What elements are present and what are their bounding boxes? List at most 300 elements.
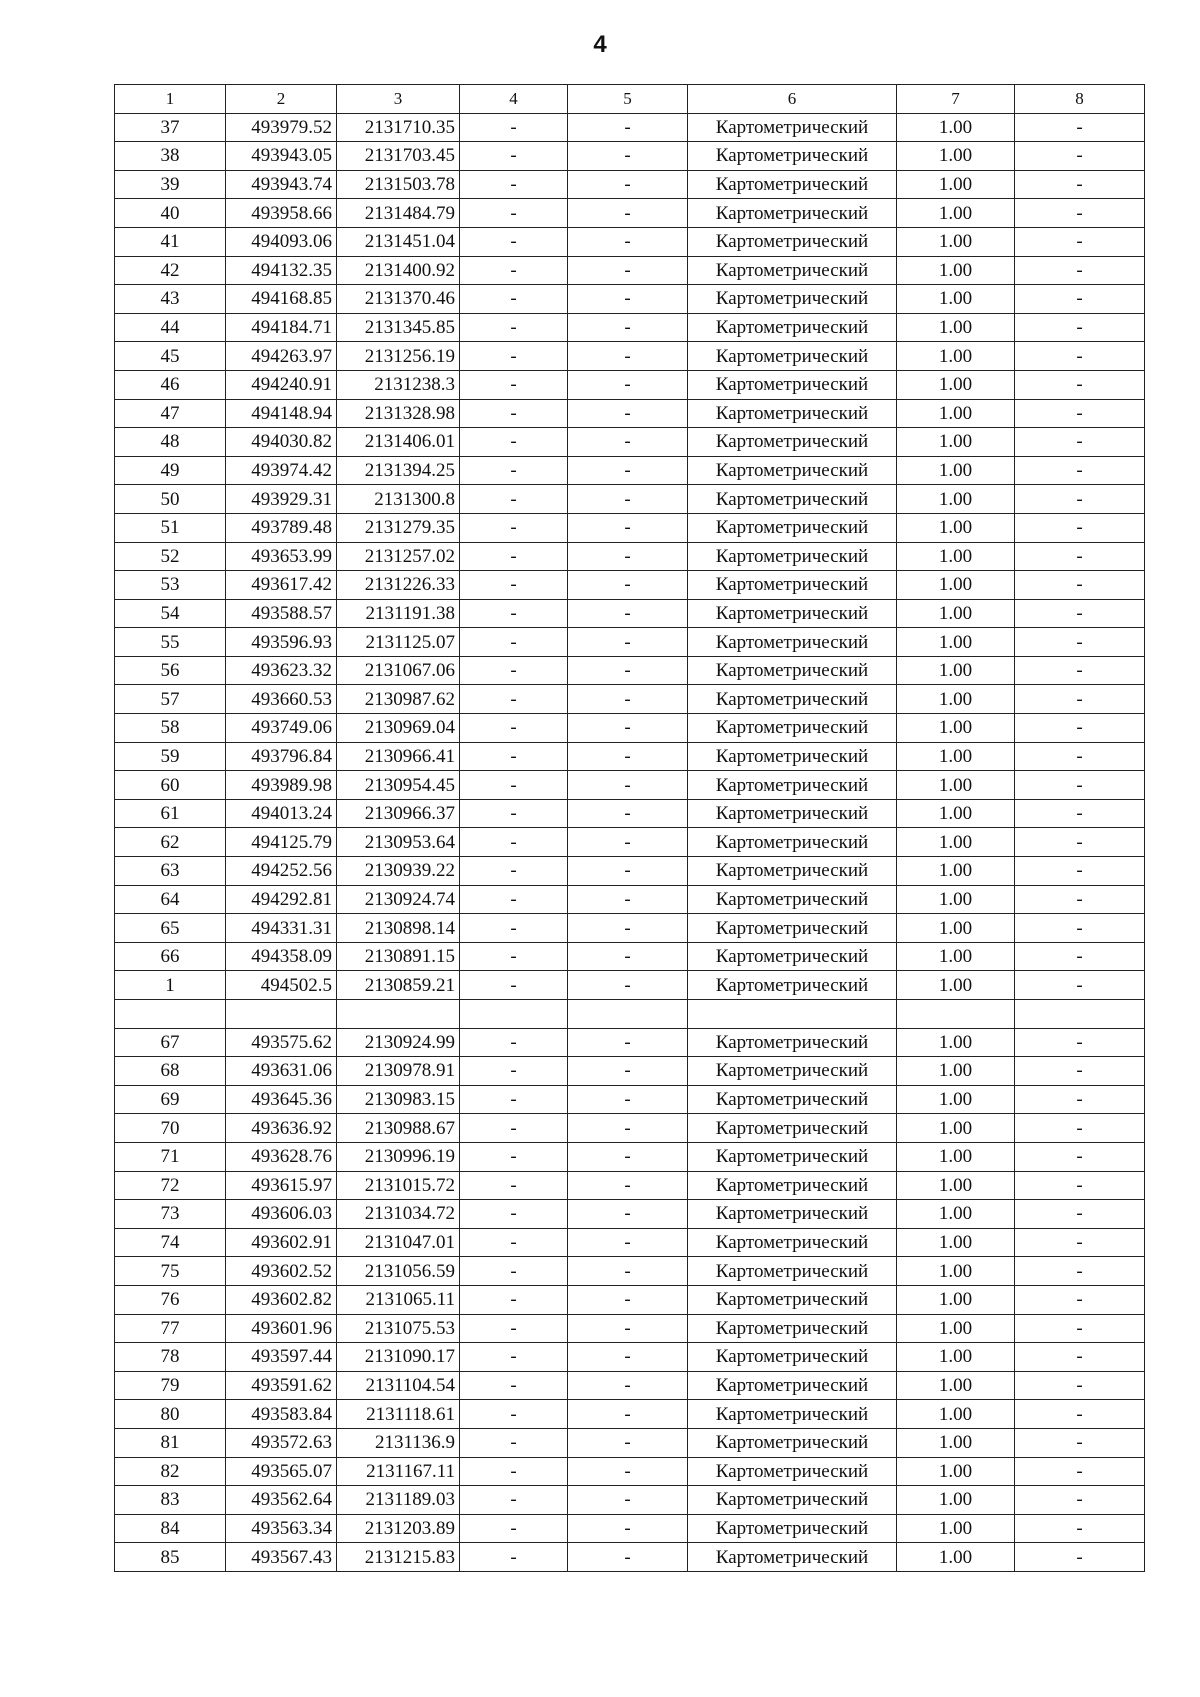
- table-row: [115, 485, 1145, 514]
- col8-value-cell: -: [1015, 1486, 1145, 1515]
- col8-value-cell: -: [1015, 1400, 1145, 1429]
- point-number-cell: 67: [115, 1028, 226, 1057]
- col8-value-cell: -: [1015, 1228, 1145, 1257]
- col4-value-cell: -: [460, 857, 568, 886]
- table-row: [115, 685, 1145, 714]
- col5-value-cell: -: [568, 199, 688, 228]
- table-row: [115, 914, 1145, 943]
- method-cell: Картометрический: [688, 542, 897, 571]
- column-header-8: 8: [1015, 85, 1145, 114]
- table-header-row: [115, 85, 1145, 114]
- x-coordinate-cell: 494184.71: [226, 313, 337, 342]
- x-coordinate-cell: 493588.57: [226, 599, 337, 628]
- accuracy-cell: 1.00: [897, 714, 1015, 743]
- col4-value-cell: -: [460, 1486, 568, 1515]
- method-cell: Картометрический: [688, 456, 897, 485]
- point-number-cell: 83: [115, 1486, 226, 1515]
- col8-value-cell: -: [1015, 370, 1145, 399]
- x-coordinate-cell: 493562.64: [226, 1486, 337, 1515]
- point-number-cell: 51: [115, 513, 226, 542]
- col5-value-cell: -: [568, 113, 688, 142]
- col4-value-cell: -: [460, 542, 568, 571]
- accuracy-cell: 1.00: [897, 914, 1015, 943]
- y-coordinate-cell: 2131067.06: [337, 656, 460, 685]
- method-cell: Картометрический: [688, 285, 897, 314]
- col4-value-cell: -: [460, 799, 568, 828]
- method-cell: Картометрический: [688, 1314, 897, 1343]
- point-number-cell: 76: [115, 1285, 226, 1314]
- col8-value-cell: -: [1015, 1028, 1145, 1057]
- method-cell: Картометрический: [688, 342, 897, 371]
- col8-value-cell: -: [1015, 227, 1145, 256]
- col5-value-cell: -: [568, 685, 688, 714]
- column-header-7: 7: [897, 85, 1015, 114]
- x-coordinate-cell: 494093.06: [226, 227, 337, 256]
- col8-value-cell: [1015, 1000, 1145, 1029]
- col8-value-cell: -: [1015, 599, 1145, 628]
- y-coordinate-cell: 2130996.19: [337, 1142, 460, 1171]
- accuracy-cell: 1.00: [897, 542, 1015, 571]
- table-row: [115, 170, 1145, 199]
- col4-value-cell: -: [460, 1343, 568, 1372]
- x-coordinate-cell: 493563.34: [226, 1514, 337, 1543]
- table-body: [115, 113, 1145, 1571]
- col4-value-cell: -: [460, 771, 568, 800]
- col5-value-cell: -: [568, 914, 688, 943]
- col8-value-cell: -: [1015, 771, 1145, 800]
- y-coordinate-cell: 2131075.53: [337, 1314, 460, 1343]
- method-cell: Картометрический: [688, 1543, 897, 1572]
- y-coordinate-cell: 2131226.33: [337, 571, 460, 600]
- x-coordinate-cell: 493660.53: [226, 685, 337, 714]
- accuracy-cell: 1.00: [897, 828, 1015, 857]
- col5-value-cell: -: [568, 370, 688, 399]
- point-number-cell: 38: [115, 142, 226, 171]
- accuracy-cell: 1.00: [897, 285, 1015, 314]
- col5-value-cell: -: [568, 1228, 688, 1257]
- method-cell: Картометрический: [688, 256, 897, 285]
- col4-value-cell: -: [460, 599, 568, 628]
- x-coordinate-cell: 494331.31: [226, 914, 337, 943]
- col8-value-cell: -: [1015, 828, 1145, 857]
- point-number-cell: 54: [115, 599, 226, 628]
- col5-value-cell: -: [568, 399, 688, 428]
- method-cell: Картометрический: [688, 685, 897, 714]
- x-coordinate-cell: 493749.06: [226, 714, 337, 743]
- table-row: [115, 399, 1145, 428]
- col8-value-cell: -: [1015, 1171, 1145, 1200]
- table-row: [115, 828, 1145, 857]
- col5-value-cell: -: [568, 1371, 688, 1400]
- col8-value-cell: -: [1015, 1285, 1145, 1314]
- col4-value-cell: -: [460, 742, 568, 771]
- col5-value-cell: -: [568, 456, 688, 485]
- accuracy-cell: 1.00: [897, 170, 1015, 199]
- table-row: [115, 1457, 1145, 1486]
- col8-value-cell: -: [1015, 799, 1145, 828]
- col4-value-cell: -: [460, 885, 568, 914]
- method-cell: Картометрический: [688, 170, 897, 199]
- point-number-cell: 1: [115, 971, 226, 1000]
- accuracy-cell: 1.00: [897, 799, 1015, 828]
- col5-value-cell: -: [568, 1400, 688, 1429]
- x-coordinate-cell: 493575.62: [226, 1028, 337, 1057]
- col5-value-cell: -: [568, 1314, 688, 1343]
- point-number-cell: 41: [115, 227, 226, 256]
- x-coordinate-cell: 493591.62: [226, 1371, 337, 1400]
- point-number-cell: 64: [115, 885, 226, 914]
- table-row: [115, 199, 1145, 228]
- y-coordinate-cell: [337, 1000, 460, 1029]
- col5-value-cell: -: [568, 1285, 688, 1314]
- point-number-cell: 40: [115, 199, 226, 228]
- x-coordinate-cell: 493974.42: [226, 456, 337, 485]
- y-coordinate-cell: 2130953.64: [337, 828, 460, 857]
- col8-value-cell: -: [1015, 885, 1145, 914]
- method-cell: Картометрический: [688, 599, 897, 628]
- col8-value-cell: -: [1015, 685, 1145, 714]
- y-coordinate-cell: 2130966.37: [337, 799, 460, 828]
- accuracy-cell: 1.00: [897, 1457, 1015, 1486]
- y-coordinate-cell: 2131090.17: [337, 1343, 460, 1372]
- table-row: [115, 542, 1145, 571]
- col8-value-cell: -: [1015, 542, 1145, 571]
- x-coordinate-cell: 494013.24: [226, 799, 337, 828]
- accuracy-cell: 1.00: [897, 113, 1015, 142]
- y-coordinate-cell: 2130954.45: [337, 771, 460, 800]
- col5-value-cell: -: [568, 742, 688, 771]
- col5-value-cell: -: [568, 714, 688, 743]
- method-cell: Картометрический: [688, 1400, 897, 1429]
- accuracy-cell: 1.00: [897, 1228, 1015, 1257]
- x-coordinate-cell: [226, 1000, 337, 1029]
- table-row: [115, 256, 1145, 285]
- accuracy-cell: 1.00: [897, 885, 1015, 914]
- accuracy-cell: 1.00: [897, 1314, 1015, 1343]
- x-coordinate-cell: 494358.09: [226, 942, 337, 971]
- point-number-cell: 69: [115, 1085, 226, 1114]
- y-coordinate-cell: 2130924.99: [337, 1028, 460, 1057]
- col8-value-cell: -: [1015, 571, 1145, 600]
- y-coordinate-cell: 2131703.45: [337, 142, 460, 171]
- accuracy-cell: 1.00: [897, 942, 1015, 971]
- col5-value-cell: -: [568, 1457, 688, 1486]
- x-coordinate-cell: 493628.76: [226, 1142, 337, 1171]
- table-row: [115, 285, 1145, 314]
- y-coordinate-cell: 2130891.15: [337, 942, 460, 971]
- point-number-cell: 39: [115, 170, 226, 199]
- point-number-cell: 71: [115, 1142, 226, 1171]
- col8-value-cell: -: [1015, 857, 1145, 886]
- method-cell: Картометрический: [688, 1057, 897, 1086]
- col4-value-cell: -: [460, 628, 568, 657]
- y-coordinate-cell: 2131328.98: [337, 399, 460, 428]
- method-cell: [688, 1000, 897, 1029]
- method-cell: Картометрический: [688, 742, 897, 771]
- y-coordinate-cell: 2131256.19: [337, 342, 460, 371]
- accuracy-cell: 1.00: [897, 456, 1015, 485]
- x-coordinate-cell: 493929.31: [226, 485, 337, 514]
- col8-value-cell: -: [1015, 1314, 1145, 1343]
- col4-value-cell: -: [460, 113, 568, 142]
- x-coordinate-cell: 493602.52: [226, 1257, 337, 1286]
- method-cell: Картометрический: [688, 428, 897, 457]
- col8-value-cell: -: [1015, 513, 1145, 542]
- x-coordinate-cell: 493796.84: [226, 742, 337, 771]
- col4-value-cell: -: [460, 1057, 568, 1086]
- x-coordinate-cell: 493602.91: [226, 1228, 337, 1257]
- accuracy-cell: 1.00: [897, 513, 1015, 542]
- point-number-cell: 77: [115, 1314, 226, 1343]
- column-header-1: 1: [115, 85, 226, 114]
- method-cell: Картометрический: [688, 1257, 897, 1286]
- table-row: [115, 1114, 1145, 1143]
- x-coordinate-cell: 493989.98: [226, 771, 337, 800]
- x-coordinate-cell: 494125.79: [226, 828, 337, 857]
- point-number-cell: 48: [115, 428, 226, 457]
- method-cell: Картометрический: [688, 571, 897, 600]
- x-coordinate-cell: 493601.96: [226, 1314, 337, 1343]
- method-cell: Картометрический: [688, 1200, 897, 1229]
- method-cell: Картометрический: [688, 485, 897, 514]
- accuracy-cell: 1.00: [897, 742, 1015, 771]
- x-coordinate-cell: 494240.91: [226, 370, 337, 399]
- col4-value-cell: -: [460, 1400, 568, 1429]
- table-row: [115, 313, 1145, 342]
- method-cell: Картометрический: [688, 313, 897, 342]
- col8-value-cell: -: [1015, 1257, 1145, 1286]
- col4-value-cell: -: [460, 1543, 568, 1572]
- accuracy-cell: 1.00: [897, 1428, 1015, 1457]
- accuracy-cell: 1.00: [897, 685, 1015, 714]
- x-coordinate-cell: 493636.92: [226, 1114, 337, 1143]
- col4-value-cell: -: [460, 1371, 568, 1400]
- col4-value-cell: -: [460, 1142, 568, 1171]
- col4-value-cell: -: [460, 1457, 568, 1486]
- point-number-cell: 80: [115, 1400, 226, 1429]
- col4-value-cell: -: [460, 1085, 568, 1114]
- accuracy-cell: 1.00: [897, 1400, 1015, 1429]
- table-row: [115, 1200, 1145, 1229]
- point-number-cell: 84: [115, 1514, 226, 1543]
- col5-value-cell: -: [568, 628, 688, 657]
- accuracy-cell: 1.00: [897, 771, 1015, 800]
- table-row: [115, 1285, 1145, 1314]
- table-row: [115, 885, 1145, 914]
- method-cell: Картометрический: [688, 1171, 897, 1200]
- col5-value-cell: -: [568, 1142, 688, 1171]
- col8-value-cell: -: [1015, 342, 1145, 371]
- col5-value-cell: -: [568, 656, 688, 685]
- accuracy-cell: 1.00: [897, 1142, 1015, 1171]
- y-coordinate-cell: 2130978.91: [337, 1057, 460, 1086]
- table-row: [115, 1085, 1145, 1114]
- col8-value-cell: -: [1015, 1514, 1145, 1543]
- point-number-cell: 81: [115, 1428, 226, 1457]
- col4-value-cell: -: [460, 513, 568, 542]
- point-number-cell: 85: [115, 1543, 226, 1572]
- accuracy-cell: 1.00: [897, 1486, 1015, 1515]
- col8-value-cell: -: [1015, 656, 1145, 685]
- method-cell: Картометрический: [688, 714, 897, 743]
- table-row: [115, 513, 1145, 542]
- col5-value-cell: [568, 1000, 688, 1029]
- method-cell: Картометрический: [688, 857, 897, 886]
- col4-value-cell: -: [460, 399, 568, 428]
- table-row: [115, 1171, 1145, 1200]
- table-row: [115, 628, 1145, 657]
- point-number-cell: 73: [115, 1200, 226, 1229]
- x-coordinate-cell: 493631.06: [226, 1057, 337, 1086]
- col5-value-cell: -: [568, 828, 688, 857]
- y-coordinate-cell: 2131215.83: [337, 1543, 460, 1572]
- y-coordinate-cell: 2131484.79: [337, 199, 460, 228]
- accuracy-cell: 1.00: [897, 857, 1015, 886]
- col8-value-cell: -: [1015, 170, 1145, 199]
- accuracy-cell: 1.00: [897, 142, 1015, 171]
- accuracy-cell: 1.00: [897, 1514, 1015, 1543]
- x-coordinate-cell: 493645.36: [226, 1085, 337, 1114]
- y-coordinate-cell: 2131191.38: [337, 599, 460, 628]
- col8-value-cell: -: [1015, 256, 1145, 285]
- col5-value-cell: -: [568, 857, 688, 886]
- x-coordinate-cell: 494132.35: [226, 256, 337, 285]
- x-coordinate-cell: 493979.52: [226, 113, 337, 142]
- method-cell: Картометрический: [688, 1114, 897, 1143]
- table-row: [115, 1228, 1145, 1257]
- col5-value-cell: -: [568, 571, 688, 600]
- x-coordinate-cell: 493567.43: [226, 1543, 337, 1572]
- method-cell: Картометрический: [688, 1371, 897, 1400]
- x-coordinate-cell: 493597.44: [226, 1343, 337, 1372]
- col5-value-cell: -: [568, 771, 688, 800]
- method-cell: Картометрический: [688, 1457, 897, 1486]
- point-number-cell: 75: [115, 1257, 226, 1286]
- table-row: [115, 456, 1145, 485]
- method-cell: Картометрический: [688, 799, 897, 828]
- table-row: [115, 1257, 1145, 1286]
- col8-value-cell: -: [1015, 399, 1145, 428]
- table-row: [115, 227, 1145, 256]
- col8-value-cell: -: [1015, 142, 1145, 171]
- accuracy-cell: 1.00: [897, 342, 1015, 371]
- col5-value-cell: -: [568, 256, 688, 285]
- y-coordinate-cell: 2131047.01: [337, 1228, 460, 1257]
- col4-value-cell: -: [460, 313, 568, 342]
- col4-value-cell: [460, 1000, 568, 1029]
- col4-value-cell: -: [460, 485, 568, 514]
- col8-value-cell: -: [1015, 914, 1145, 943]
- x-coordinate-cell: 493572.63: [226, 1428, 337, 1457]
- col8-value-cell: -: [1015, 1085, 1145, 1114]
- y-coordinate-cell: 2131710.35: [337, 113, 460, 142]
- col4-value-cell: -: [460, 1257, 568, 1286]
- col4-value-cell: -: [460, 1514, 568, 1543]
- point-number-cell: 66: [115, 942, 226, 971]
- col5-value-cell: -: [568, 1171, 688, 1200]
- point-number-cell: 58: [115, 714, 226, 743]
- method-cell: Картометрический: [688, 1085, 897, 1114]
- x-coordinate-cell: 493602.82: [226, 1285, 337, 1314]
- x-coordinate-cell: 494168.85: [226, 285, 337, 314]
- col4-value-cell: -: [460, 1285, 568, 1314]
- col4-value-cell: -: [460, 1428, 568, 1457]
- point-number-cell: 60: [115, 771, 226, 800]
- y-coordinate-cell: 2130859.21: [337, 971, 460, 1000]
- table-row: [115, 1314, 1145, 1343]
- table-row: [115, 571, 1145, 600]
- y-coordinate-cell: 2131203.89: [337, 1514, 460, 1543]
- table-row: [115, 714, 1145, 743]
- y-coordinate-cell: 2131370.46: [337, 285, 460, 314]
- accuracy-cell: 1.00: [897, 628, 1015, 657]
- column-header-3: 3: [337, 85, 460, 114]
- table-row: [115, 742, 1145, 771]
- page-number: 4: [593, 31, 607, 58]
- method-cell: Картометрический: [688, 628, 897, 657]
- col4-value-cell: -: [460, 1171, 568, 1200]
- accuracy-cell: 1.00: [897, 399, 1015, 428]
- method-cell: Картометрический: [688, 113, 897, 142]
- col8-value-cell: -: [1015, 1543, 1145, 1572]
- y-coordinate-cell: 2130983.15: [337, 1085, 460, 1114]
- col5-value-cell: -: [568, 1343, 688, 1372]
- col5-value-cell: -: [568, 1257, 688, 1286]
- col4-value-cell: -: [460, 914, 568, 943]
- y-coordinate-cell: 2130898.14: [337, 914, 460, 943]
- col5-value-cell: -: [568, 1028, 688, 1057]
- x-coordinate-cell: 493943.74: [226, 170, 337, 199]
- accuracy-cell: 1.00: [897, 1085, 1015, 1114]
- col8-value-cell: -: [1015, 1200, 1145, 1229]
- method-cell: Картометрический: [688, 1514, 897, 1543]
- y-coordinate-cell: 2131451.04: [337, 227, 460, 256]
- y-coordinate-cell: 2131118.61: [337, 1400, 460, 1429]
- table-row: [115, 771, 1145, 800]
- point-number-cell: 57: [115, 685, 226, 714]
- column-header-4: 4: [460, 85, 568, 114]
- point-number-cell: [115, 1000, 226, 1029]
- coordinates-table: [114, 84, 1145, 1572]
- method-cell: Картометрический: [688, 771, 897, 800]
- method-cell: Картометрический: [688, 1428, 897, 1457]
- col4-value-cell: -: [460, 1114, 568, 1143]
- method-cell: Картометрический: [688, 828, 897, 857]
- table-row: [115, 1057, 1145, 1086]
- column-header-6: 6: [688, 85, 897, 114]
- col5-value-cell: -: [568, 1428, 688, 1457]
- col5-value-cell: -: [568, 170, 688, 199]
- method-cell: Картометрический: [688, 1486, 897, 1515]
- table-row: [115, 113, 1145, 142]
- col8-value-cell: -: [1015, 971, 1145, 1000]
- col5-value-cell: -: [568, 885, 688, 914]
- col8-value-cell: -: [1015, 485, 1145, 514]
- col8-value-cell: -: [1015, 199, 1145, 228]
- x-coordinate-cell: 493615.97: [226, 1171, 337, 1200]
- accuracy-cell: 1.00: [897, 1285, 1015, 1314]
- col5-value-cell: -: [568, 971, 688, 1000]
- point-number-cell: 79: [115, 1371, 226, 1400]
- point-number-cell: 78: [115, 1343, 226, 1372]
- col8-value-cell: -: [1015, 1457, 1145, 1486]
- x-coordinate-cell: 494030.82: [226, 428, 337, 457]
- point-number-cell: 42: [115, 256, 226, 285]
- y-coordinate-cell: 2130987.62: [337, 685, 460, 714]
- table-row: [115, 342, 1145, 371]
- point-number-cell: 62: [115, 828, 226, 857]
- x-coordinate-cell: 494292.81: [226, 885, 337, 914]
